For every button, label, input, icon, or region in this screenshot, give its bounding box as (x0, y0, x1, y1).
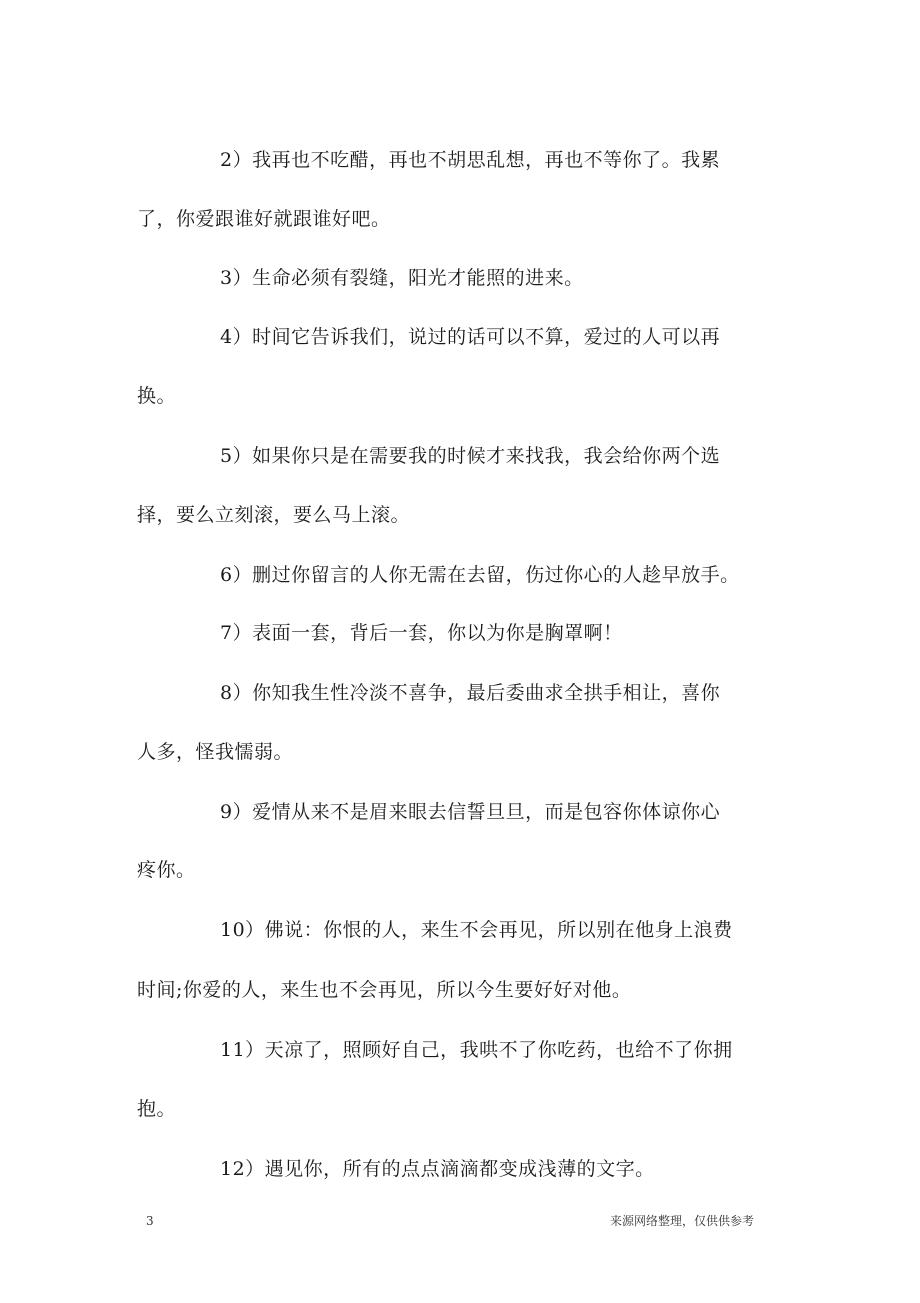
paragraph-4-line-2: 换。 (137, 385, 177, 407)
source-note: 来源网络整理，仅供供参考 (610, 1214, 755, 1228)
paragraph-2-line-2: 了，你爱跟谁好就跟谁好吧。 (137, 208, 391, 230)
paragraph-9-line-1: 9）爱情从来不是眉来眼去信誓旦旦，而是包容你体谅你心 (220, 801, 721, 823)
paragraph-11-line-1: 11）天凉了，照顾好自己，我哄不了你吃药，也给不了你拥 (220, 1039, 733, 1061)
paragraph-7-line-1: 7）表面一套，背后一套，你以为你是胸罩啊！ (220, 622, 623, 644)
paragraph-5-line-1: 5）如果你只是在需要我的时候才来找我，我会给你两个选 (220, 445, 721, 467)
paragraph-3-line-1: 3）生命必须有裂缝，阳光才能照的进来。 (220, 267, 584, 289)
paragraph-10-line-2: 时间;你爱的人，来生也不会再见，所以今生要好好对他。 (137, 979, 632, 1001)
page-number: 3 (146, 1214, 154, 1228)
paragraph-12-line-1: 12）遇见你，所有的点点滴滴都变成浅薄的文字。 (220, 1158, 655, 1180)
paragraph-6-line-1: 6）删过你留言的人你无需在去留，伤过你心的人趁早放手。 (220, 564, 740, 586)
paragraph-8-line-2: 人多，怪我懦弱。 (137, 741, 294, 763)
paragraph-5-line-2: 择，要么立刻滚，要么马上滚。 (137, 504, 411, 526)
paragraph-11-line-2: 抱。 (137, 1098, 177, 1120)
paragraph-4-line-1: 4）时间它告诉我们，说过的话可以不算，爱过的人可以再 (220, 326, 721, 348)
paragraph-2-line-1: 2）我再也不吃醋，再也不胡思乱想，再也不等你了。我累 (220, 149, 721, 171)
paragraph-8-line-1: 8）你知我生性冷淡不喜争，最后委曲求全拱手相让，喜你 (220, 682, 721, 704)
paragraph-10-line-1: 10）佛说：你恨的人，来生不会再见，所以别在他身上浪费 (220, 919, 733, 941)
paragraph-9-line-2: 疼你。 (137, 859, 196, 881)
